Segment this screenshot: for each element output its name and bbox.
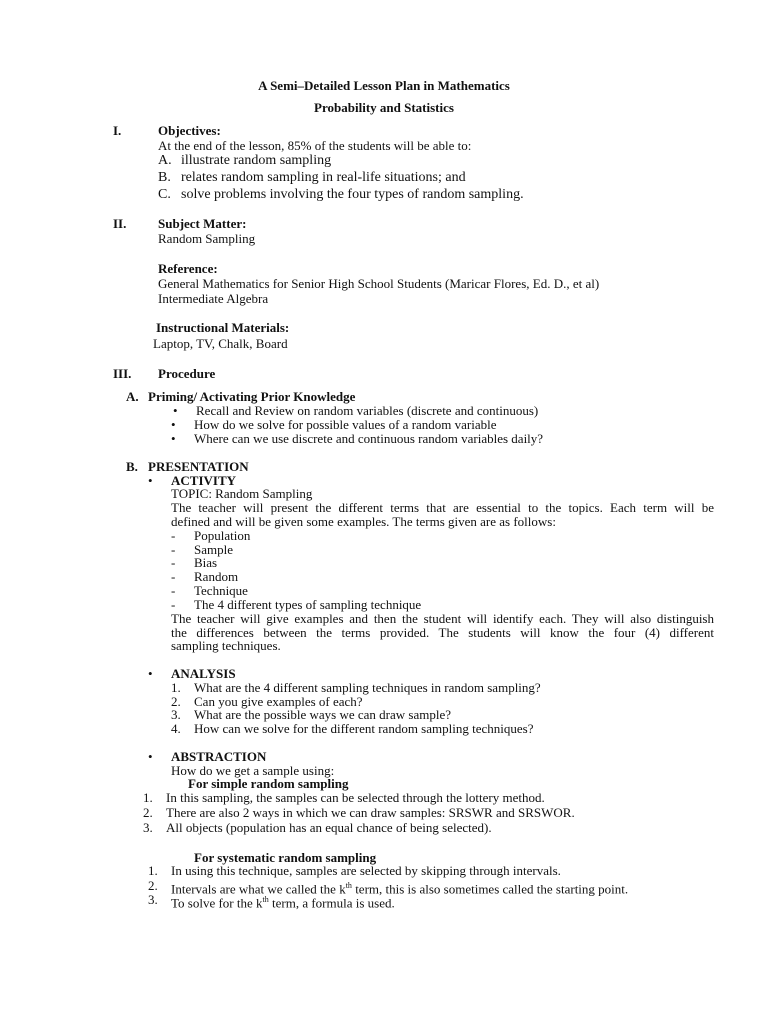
list-item: Where can we use discrete and continuous random variables daily? bbox=[194, 431, 544, 446]
list-item: Technique bbox=[194, 583, 248, 598]
section-number-subject: II. bbox=[113, 216, 127, 231]
simple-random-heading: For simple random sampling bbox=[188, 776, 349, 791]
list-marker: 2. bbox=[148, 878, 158, 893]
materials-list: Laptop, TV, Chalk, Board bbox=[153, 336, 288, 351]
list-item: Sample bbox=[194, 542, 233, 557]
list-item: illustrate random sampling bbox=[181, 153, 332, 168]
list-marker: 4. bbox=[171, 721, 181, 736]
list-marker: 1. bbox=[171, 680, 181, 695]
dash-marker: - bbox=[171, 542, 176, 557]
presentation-heading: PRESENTATION bbox=[148, 459, 249, 474]
item-text: term, this is also sometimes called the starting point. bbox=[351, 881, 629, 897]
subsection-marker-a: A. bbox=[126, 389, 139, 404]
bullet-icon: • bbox=[171, 417, 176, 432]
dash-marker: - bbox=[171, 555, 176, 570]
list-item: There are also 2 ways in which we can draw samples: SRSWR and SRSWOR. bbox=[166, 805, 575, 820]
list-item: What are the possible ways we can draw sample? bbox=[194, 707, 452, 722]
subject-topic: Random Sampling bbox=[158, 231, 256, 246]
list-marker: 2. bbox=[171, 694, 181, 709]
reference-line-2: Intermediate Algebra bbox=[158, 291, 269, 306]
bullet-icon: • bbox=[148, 666, 153, 681]
paragraph-line: defined and will be given some examples. The terms given are as follows: bbox=[171, 513, 556, 529]
subsection-marker-b: B. bbox=[126, 459, 138, 474]
list-item: In using this technique, samples are selected by skipping through intervals. bbox=[171, 863, 561, 878]
activity-paragraph-2 bbox=[171, 612, 714, 653]
priming-heading: Priming/ Activating Prior Knowledge bbox=[148, 389, 356, 404]
superscript: th bbox=[345, 881, 352, 890]
superscript: th bbox=[262, 895, 269, 904]
paragraph-line: the differences between the terms provided. The students will know the four (4) different bbox=[171, 624, 714, 640]
document-subtitle: Probability and Statistics bbox=[314, 100, 454, 115]
list-item: relates random sampling in real-life situations; and bbox=[181, 170, 466, 185]
item-text: To solve for the k bbox=[171, 895, 263, 911]
list-item: How do we solve for possible values of a random variable bbox=[194, 417, 497, 432]
list-item: How can we solve for the different random sampling techniques? bbox=[194, 721, 534, 736]
list-marker: B. bbox=[158, 170, 171, 185]
dash-marker: - bbox=[171, 528, 176, 543]
list-marker: 1. bbox=[148, 863, 158, 878]
objectives-heading: Objectives: bbox=[158, 123, 221, 138]
analysis-heading: ANALYSIS bbox=[171, 666, 236, 681]
bullet-icon: • bbox=[173, 403, 178, 418]
subject-heading: Subject Matter: bbox=[158, 216, 247, 231]
activity-topic: TOPIC: Random Sampling bbox=[171, 486, 313, 501]
dash-marker: - bbox=[171, 569, 176, 584]
list-item: All objects (population has an equal chance of being selected). bbox=[166, 820, 492, 835]
document-title: A Semi–Detailed Lesson Plan in Mathematics bbox=[258, 78, 510, 93]
dash-marker: - bbox=[171, 583, 176, 598]
list-item: In this sampling, the samples can be selected through the lottery method. bbox=[166, 790, 545, 805]
materials-heading: Instructional Materials: bbox=[156, 320, 290, 335]
activity-heading: ACTIVITY bbox=[171, 473, 237, 488]
list-item: Population bbox=[194, 528, 251, 543]
paragraph-line: The teacher will give examples and then the student will identify each. They will also distinguish bbox=[171, 611, 714, 626]
section-number-objectives: I. bbox=[113, 123, 122, 138]
list-marker: 1. bbox=[143, 790, 153, 805]
reference-line-1: General Mathematics for Senior High School Students (Maricar Flores, Ed. D., et al) bbox=[158, 276, 600, 291]
bullet-icon: • bbox=[171, 431, 176, 446]
bullet-icon: • bbox=[148, 749, 153, 764]
list-item bbox=[171, 893, 395, 910]
list-item: Can you give examples of each? bbox=[194, 694, 363, 709]
paragraph-line: The teacher will present the different terms that are essential to the topics. Each term will be bbox=[171, 500, 714, 515]
reference-heading: Reference: bbox=[158, 261, 218, 276]
list-marker: 3. bbox=[171, 707, 181, 722]
list-item: The 4 different types of sampling technique bbox=[194, 597, 422, 612]
list-item: solve problems involving the four types of random sampling. bbox=[181, 187, 524, 202]
list-item: Bias bbox=[194, 555, 218, 570]
bullet-icon: • bbox=[148, 473, 153, 488]
list-marker: C. bbox=[158, 187, 171, 202]
abstraction-heading: ABSTRACTION bbox=[171, 749, 267, 764]
list-marker: 2. bbox=[143, 805, 153, 820]
list-item: Random bbox=[194, 569, 239, 584]
list-marker: A. bbox=[158, 153, 172, 168]
list-marker: 3. bbox=[148, 892, 158, 907]
list-item: Recall and Review on random variables (discrete and continuous) bbox=[196, 403, 539, 418]
item-text: Intervals are what we called the k bbox=[171, 881, 346, 897]
procedure-heading: Procedure bbox=[158, 366, 216, 381]
paragraph-line: sampling techniques. bbox=[171, 638, 281, 654]
dash-marker: - bbox=[171, 597, 176, 612]
list-item: What are the 4 different sampling techniques in random sampling? bbox=[194, 680, 541, 695]
list-marker: 3. bbox=[143, 820, 153, 835]
abstraction-intro: How do we get a sample using: bbox=[171, 763, 335, 778]
section-number-procedure: III. bbox=[113, 366, 132, 381]
item-text: term, a formula is used. bbox=[268, 895, 395, 911]
systematic-random-heading: For systematic random sampling bbox=[194, 850, 377, 865]
activity-paragraph-1 bbox=[171, 501, 714, 528]
objectives-intro: At the end of the lesson, 85% of the students will be able to: bbox=[158, 138, 472, 153]
